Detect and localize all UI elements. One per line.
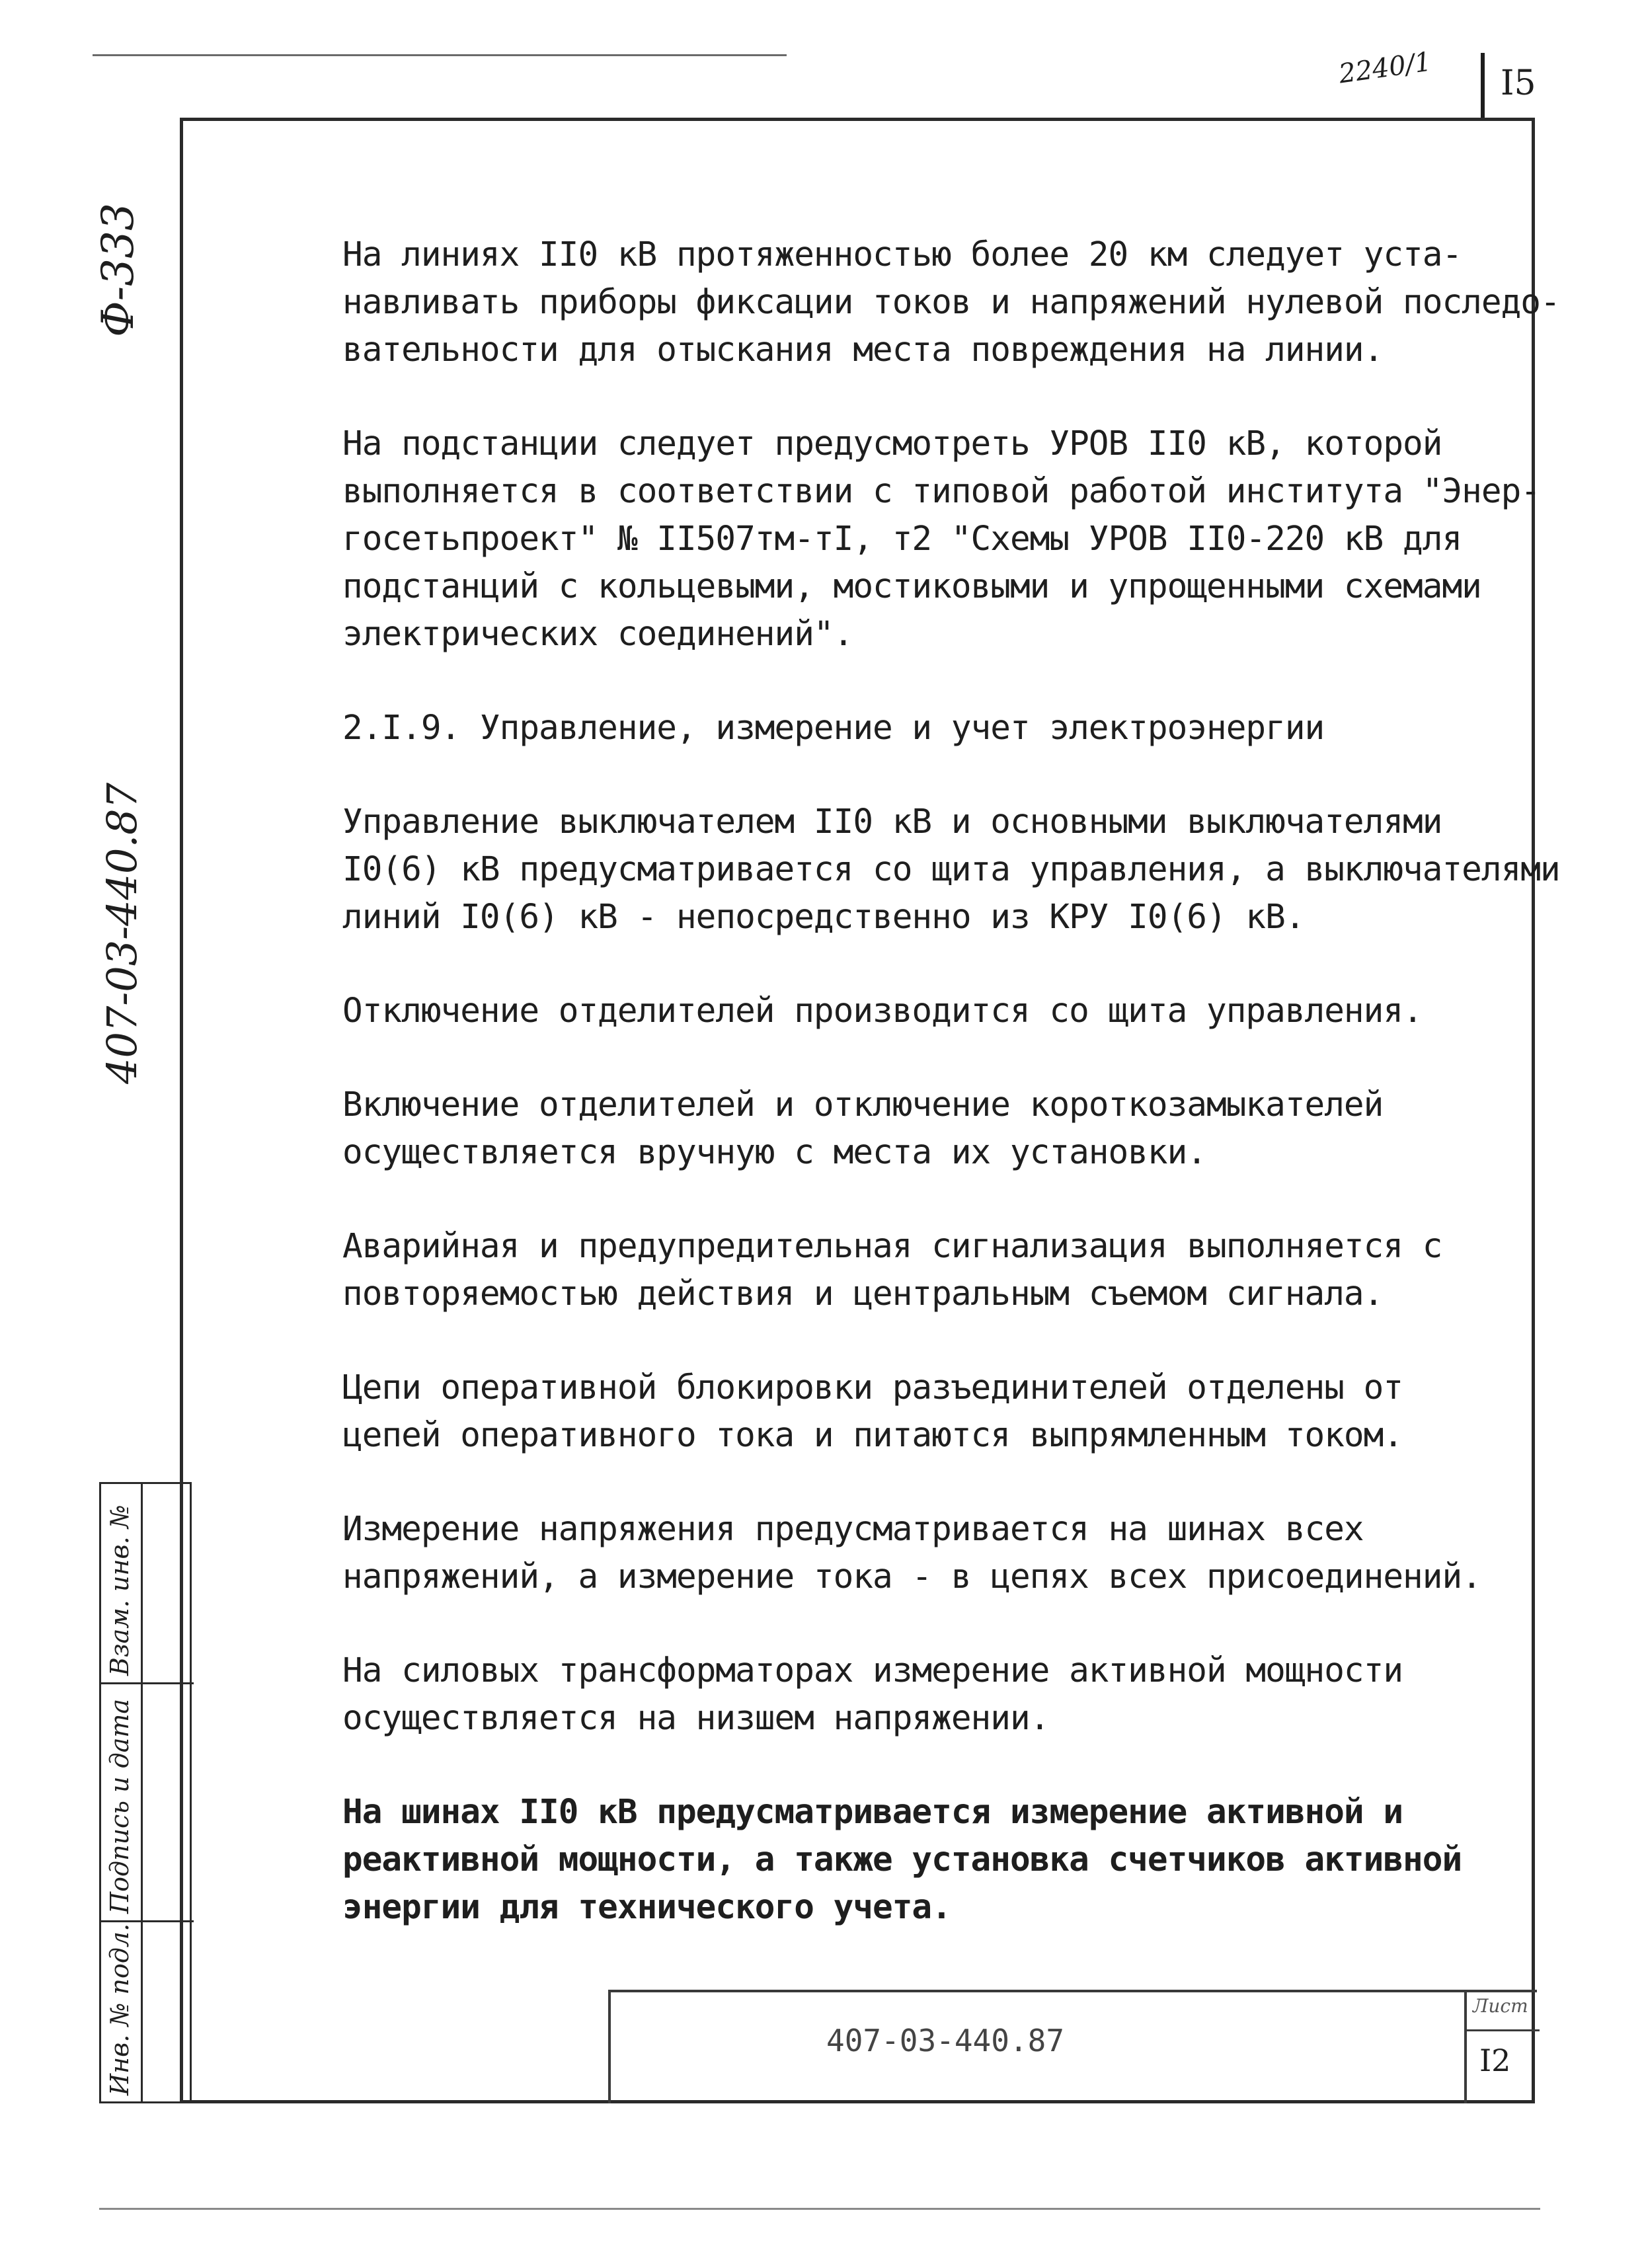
text-line: осуществляется на низшем напряжении.: [342, 1699, 1050, 1738]
text-line: вательности для отыскания места повреждения на линии.: [342, 331, 1384, 370]
text-line: Включение отделителей и отключение короткозамыкателей: [342, 1085, 1384, 1124]
top-rule: [93, 54, 787, 56]
text-line: линий I0(6) кВ - непосредственно из КРУ I0(6) кВ.: [342, 898, 1305, 937]
stamp-divider: [101, 1920, 194, 1922]
text-line: Аварийная и предупредительная сигнализация выполняется с: [342, 1227, 1442, 1266]
paragraph: [250, 1647, 1446, 1742]
text-line: напряжений, а измерение тока - в цепях всех присоединений.: [342, 1557, 1481, 1596]
document-body: [250, 231, 1560, 1978]
text-line: На шинах II0 кВ предусматривается измерение активной и: [342, 1793, 1403, 1832]
text-line: реактивной мощности, а также установка счетчиков активной: [342, 1840, 1462, 1879]
text-line: подстанций с кольцевыми, мостиковыми и упрощенными схемами: [342, 567, 1481, 606]
form-code: Ф-333: [93, 202, 143, 337]
paragraph: [250, 1789, 1462, 1932]
signature-date-label: Подпись и дата: [105, 1698, 134, 1914]
replace-inv-label: Взам. инв. №: [105, 1505, 134, 1676]
paragraph: [250, 1081, 1446, 1177]
paragraph: [250, 1506, 1481, 1601]
text-line: Управление выключателем II0 кВ и основными выключателями: [342, 802, 1442, 841]
text-line: энергии для технического учета.: [342, 1888, 951, 1927]
text-line: На подстанции следует предусмотреть УРОВ II0 кВ, которой: [342, 424, 1442, 463]
text-line: Цепи оперативной блокировки разъединителей отделены от: [342, 1368, 1403, 1407]
stamp-column: [99, 1482, 192, 2103]
section-heading: [250, 705, 1446, 752]
stamp-divider: [101, 1682, 194, 1684]
text-line: На силовых трансформаторах измерение активной мощности: [342, 1651, 1403, 1690]
text-line: Отключение отделителей производится со щита управления.: [342, 992, 1423, 1031]
title-block-document-code: 407-03-440.87: [826, 2023, 1065, 2058]
paragraph: [250, 231, 1560, 374]
paragraph: [250, 1223, 1446, 1318]
sheet-number: I2: [1479, 2043, 1511, 2078]
page-number: I5: [1501, 63, 1536, 103]
text-line: На линиях II0 кВ протяженностью более 20 км следует уста-: [342, 235, 1462, 274]
text-line: госетьпроект" № II507тм-тI, т2 "Схемы УРОВ II0-220 кВ для: [342, 520, 1462, 559]
title-block: [608, 1990, 1537, 2103]
sheet-label: Лист: [1473, 1995, 1528, 2017]
paragraph: [250, 420, 1540, 658]
text-line: I0(6) кВ предусматривается со щита управления, а выключателями: [342, 850, 1560, 889]
text-line: навливать приборы фиксации токов и напряжений нулевой последо-: [342, 283, 1560, 322]
paragraph: [250, 1364, 1446, 1460]
text-line: повторяемостью действия и центральным съемом сигнала.: [342, 1274, 1384, 1313]
text-line: осуществляется вручную с места их установки.: [342, 1133, 1207, 1172]
text-line: цепей оперативного тока и питаются выпрямленным током.: [342, 1416, 1403, 1455]
stamp-divider: [141, 1484, 143, 2101]
side-document-code: 407-03-440.87: [98, 782, 146, 1084]
text-line: электрических соединений".: [342, 615, 853, 654]
sheet-cell-divider: [1467, 2029, 1540, 2031]
bottom-rule: [99, 2208, 1540, 2210]
paragraph: [250, 799, 1560, 941]
paragraph: [250, 988, 1446, 1035]
text-line: выполняется в соответствии с типовой работой института "Энер-: [342, 472, 1540, 511]
archive-number: 2240/1: [1337, 46, 1434, 90]
text-line: 2.I.9. Управление, измерение и учет электроэнергии: [342, 709, 1325, 748]
text-line: Измерение напряжения предусматривается на шинах всех: [342, 1510, 1364, 1549]
inv-number-label: Инв. № подл.: [105, 1923, 134, 2095]
